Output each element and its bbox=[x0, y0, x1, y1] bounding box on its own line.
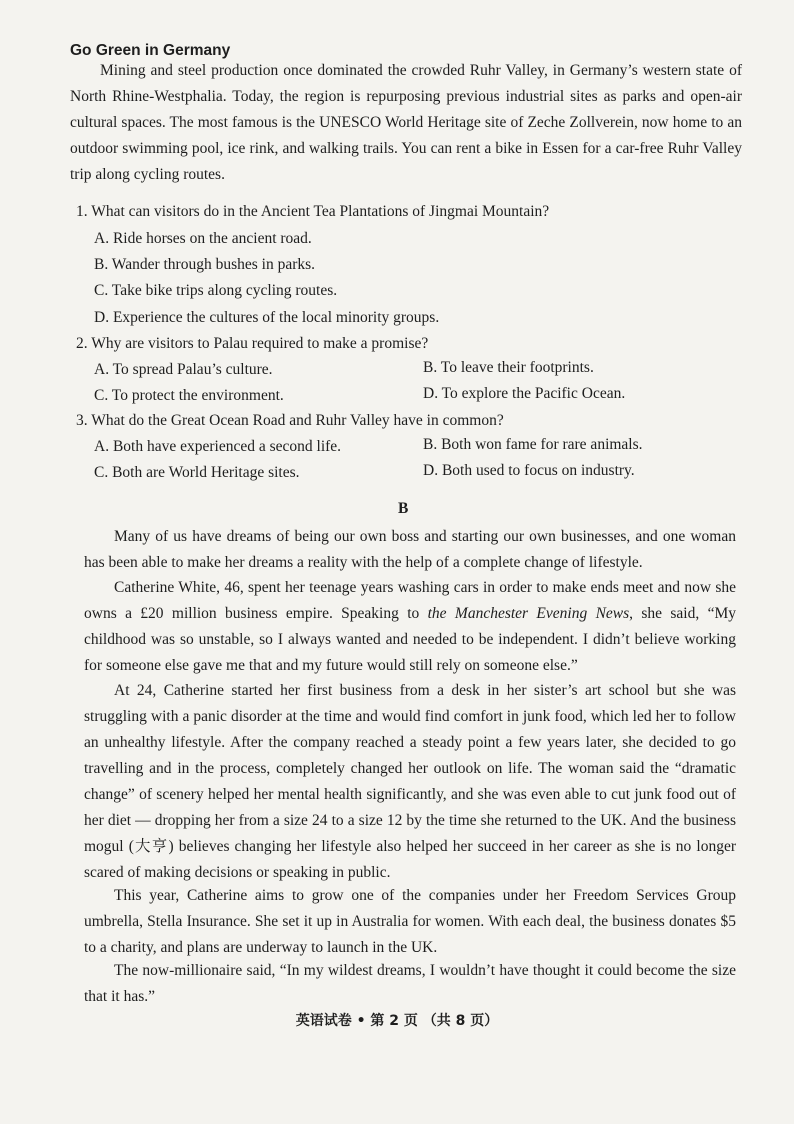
question-2-option-d: D. To explore the Pacific Ocean. bbox=[423, 385, 626, 402]
question-3-option-c: C. Both are World Heritage sites. bbox=[94, 464, 300, 481]
question-2-option-b: B. To leave their footprints. bbox=[423, 359, 594, 376]
question-1-option-b: B. Wander through bushes in parks. bbox=[94, 256, 316, 273]
question-3-stem: 3. What do the Great Ocean Road and Ruhr Valley have in common? bbox=[76, 412, 504, 429]
paragraph-2-text-end: , she said, “My childhood was so unstable, so I always wanted and needed to be independent. I didn’t believe working for someone else gave me that and my future would still rely on someone else.” bbox=[84, 605, 736, 674]
section-b-paragraph-4: This year, Catherine aims to grow one of the companies under her Freedom Services Group umbrella, Stella Insurance. She set it up in Australia for women. With each deal, the business donates $5 to a charity, and plans are underway to launch in the UK. bbox=[84, 887, 736, 956]
question-1-option-a: A. Ride horses on the ancient road. bbox=[94, 230, 312, 247]
paragraph-2-text-start: Catherine White, 46, spent her teenage years washing cars in order to make ends meet and now she owns a £20 million business empire. Speaking to bbox=[84, 579, 736, 622]
section-a-title: Go Green in Germany bbox=[70, 42, 231, 59]
question-3-option-d: D. Both used to focus on industry. bbox=[423, 462, 635, 479]
question-3-option-a: A. Both have experienced a second life. bbox=[94, 438, 342, 455]
page-footer: 英语试卷 • 第 2 页 （共 8 页） bbox=[295, 1013, 499, 1029]
question-2-stem: 2. Why are visitors to Palau required to make a promise? bbox=[76, 335, 429, 352]
section-b-paragraph-2 bbox=[84, 575, 736, 679]
question-2-option-a: A. To spread Palau’s culture. bbox=[94, 361, 273, 378]
section-b-paragraph-1: Many of us have dreams of being our own boss and starting our own businesses, and one woman has been able to make her dreams a reality with the help of a complete change of lifestyle. bbox=[84, 528, 736, 571]
section-b-paragraph-3: At 24, Catherine started her first business from a desk in her sister’s art school but she was struggling with a panic disorder at the time and would find comfort in junk food, which led her to follow an unhealthy lifestyle. After the company reached a steady point a few years later, she decided to go travelling and in the process, completely changed her outlook on life. The woman said the “dramatic change” of scenery helped her mental health significantly, and she was even able to cut junk food out of her diet — dropping her from a size 24 to a size 12 by the time she returned to the UK. And the business mogul (大亨) believes changing her lifestyle also helped her succeed in her career as she is no longer scared of making decisions or speaking in public. bbox=[84, 682, 736, 881]
section-a-paragraph: Mining and steel production once dominated the crowded Ruhr Valley, in Germany’s western state of North Rhine-Westphalia. Today, the region is repurposing previous industrial sites as parks and open-air cultural spaces. The most famous is the UNESCO World Heritage site of Zeche Zollverein, now home to an outdoor swimming pool, ice rink, and walking trails. You can rent a bike in Essen for a car-free Ruhr Valley trip along cycling routes. bbox=[70, 62, 742, 183]
newspaper-name: the Manchester Evening News bbox=[427, 605, 630, 622]
section-b-paragraph-5: The now-millionaire said, “In my wildest dreams, I wouldn’t have thought it could become the size that it has.” bbox=[84, 962, 736, 1005]
question-3-option-b: B. Both won fame for rare animals. bbox=[423, 436, 643, 453]
section-b-label: B bbox=[398, 500, 409, 517]
question-1-option-d: D. Experience the cultures of the local minority groups. bbox=[94, 309, 440, 326]
question-2-option-c: C. To protect the environment. bbox=[94, 387, 284, 404]
question-1-stem: 1. What can visitors do in the Ancient Tea Plantations of Jingmai Mountain? bbox=[76, 203, 550, 220]
question-1-option-c: C. Take bike trips along cycling routes. bbox=[94, 282, 338, 299]
